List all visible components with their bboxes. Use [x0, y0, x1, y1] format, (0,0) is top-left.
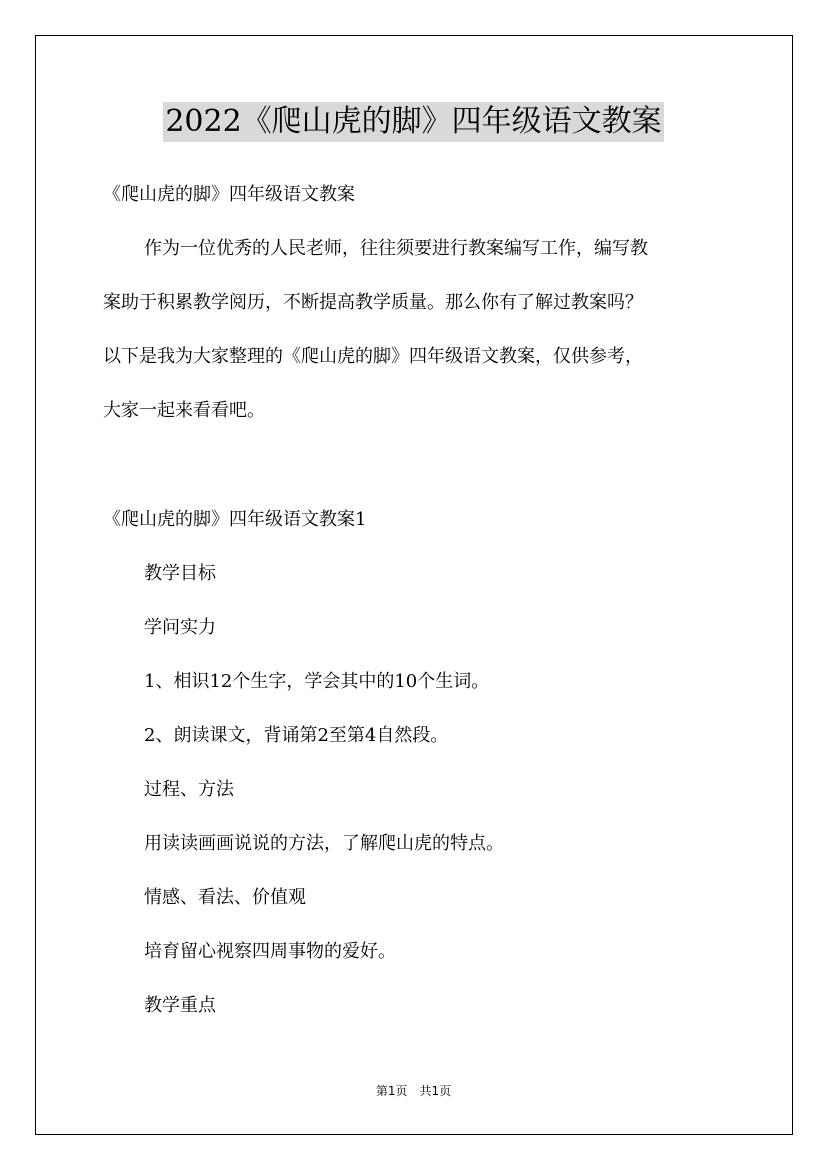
list-item: 培育留心视察四周事物的爱好。	[144, 941, 396, 962]
section-heading: 《爬山虎的脚》四年级语文教案1	[103, 509, 367, 530]
list-item: 学问实力	[144, 617, 216, 638]
list-item: 1、相识12个生字，学会其中的10个生词。	[144, 671, 490, 692]
page-total: 共1页	[419, 1084, 452, 1098]
list-item: 过程、方法	[144, 779, 234, 800]
list-item: 2、朗读课文，背诵第2至第4自然段。	[144, 725, 449, 746]
list-item: 教学重点	[144, 995, 216, 1016]
list-item: 情感、看法、价值观	[144, 887, 306, 908]
page-number: 第1页	[375, 1084, 408, 1098]
list-item: 用读读画画说说的方法，了解爬山虎的特点。	[144, 833, 504, 854]
intro-line-2: 案助于积累教学阅历，不断提高教学质量。那么你有了解过教案吗？	[103, 292, 643, 313]
list-item: 教学目标	[144, 563, 216, 584]
intro-line-1: 作为一位优秀的人民老师，往往须要进行教案编写工作，编写教	[144, 238, 648, 259]
page-footer	[0, 1083, 827, 1099]
intro-line-4: 大家一起来看看吧。	[103, 400, 265, 421]
intro-line-3: 以下是我为大家整理的《爬山虎的脚》四年级语文教案，仅供参考，	[103, 346, 643, 367]
title-container	[0, 102, 827, 142]
document-subtitle: 《爬山虎的脚》四年级语文教案	[103, 184, 355, 205]
document-title: 2022《爬山虎的脚》四年级语文教案	[163, 102, 663, 142]
